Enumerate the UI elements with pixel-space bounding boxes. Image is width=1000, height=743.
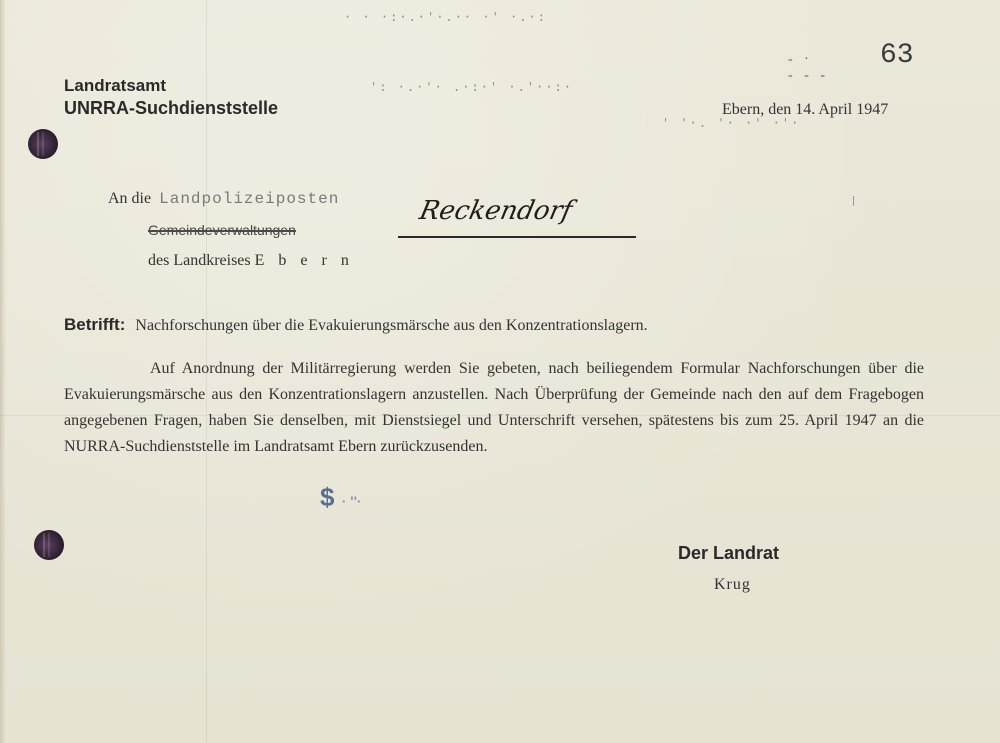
sender-department: UNRRA-Suchdienststelle bbox=[64, 98, 279, 118]
body-paragraph: Auf Anordnung der Militärregierung werden Sie gebeten, nach beiliegendem Formular Nachforschungen über die Evakuierungsmärsche aus den Konzentrationslagern anzustellen. Nach Überprüfung der Gemeinde nach den auf dem Fragebogen angegebenen Fragen, haben Sie denselben, mit Dienstsiegel und Unterschrift versehen, spätestens bis zum 25. April 1947 an die NURRA-Suchdienststelle im Landratsamt Ebern zurückzusenden. bbox=[64, 360, 924, 455]
handwriting-underline bbox=[398, 236, 636, 238]
pencil-tick bbox=[853, 196, 854, 206]
subject-text: Nachforschungen über die Evakuierungsmärsche aus den Konzentrationslagern. bbox=[135, 317, 648, 334]
subject-label: Betrifft: bbox=[64, 315, 126, 334]
dateline: Ebern, den 14. April 1947 bbox=[722, 101, 889, 118]
faded-stamp-mark: ' '·. '· ·' ·'· bbox=[662, 116, 801, 130]
address-line-2 bbox=[148, 222, 296, 240]
recipient-struck: Gemeindeverwaltungen bbox=[148, 222, 296, 238]
sender-office: Landratsamt bbox=[64, 76, 167, 95]
subject-line bbox=[64, 315, 648, 335]
address-line-1 bbox=[108, 190, 339, 208]
blue-ink-mark: $ · ''· bbox=[320, 482, 362, 512]
punch-hole-top bbox=[28, 129, 58, 159]
address-prefix: An die bbox=[108, 190, 152, 207]
handwritten-place: Reckendorf bbox=[416, 196, 575, 226]
signature-title: Der Landrat bbox=[678, 543, 780, 563]
paper-edge bbox=[0, 0, 6, 743]
recipient-typed: Landpolizeiposten bbox=[159, 190, 340, 208]
address-line-3 bbox=[148, 252, 354, 270]
punch-hole-bottom bbox=[34, 530, 64, 560]
region-prefix: des Landkreises bbox=[148, 252, 251, 269]
page-number: 63 bbox=[880, 40, 914, 71]
faded-stamp-mark: · · ·:·.·'·.·· ·' ·.·: bbox=[344, 10, 547, 24]
signature-name: Krug bbox=[714, 576, 751, 593]
region-name: E b e r n bbox=[254, 252, 354, 269]
page-number-dashes: - · - - - bbox=[788, 52, 829, 83]
faded-stamp-mark: ': ·.·'· .·:·' ·.'··:· bbox=[370, 80, 573, 94]
